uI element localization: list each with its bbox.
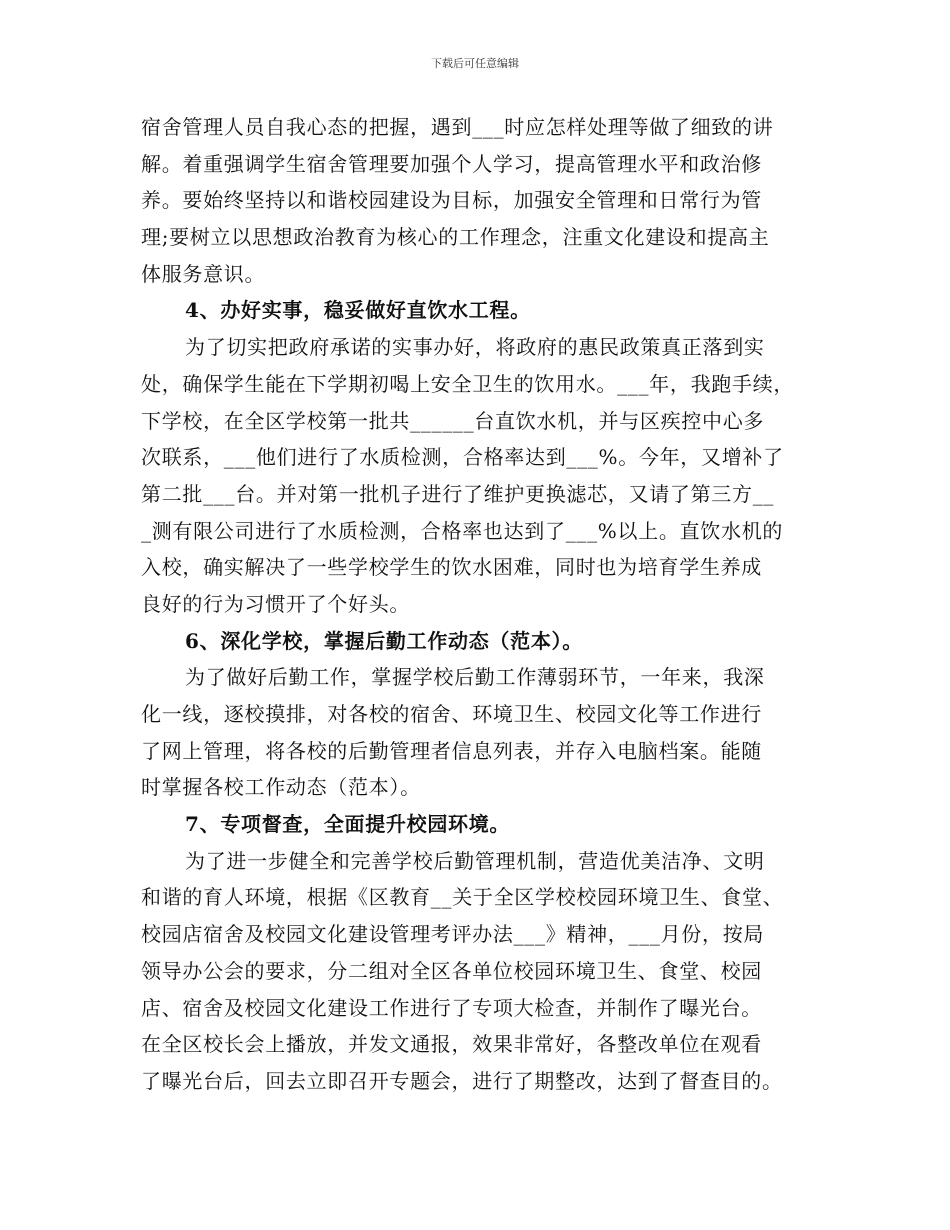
paragraph-line: 处，确保学生能在下学期初喝上安全卫生的饮用水。___年，我跑手续，	[141, 371, 795, 396]
paragraph-line: 领导办公会的要求，分二组对全区各单位校园环境卫生、食堂、校园	[141, 958, 762, 983]
paragraph-line: 良好的行为习惯开了个好头。	[141, 591, 411, 616]
paragraph-line: 时掌握各校工作动态（范本）。	[141, 775, 421, 800]
paragraph-line: 养。要始终坚持以和谐校园建设为目标，加强安全管理和日常行为管	[141, 188, 762, 213]
paragraph-line: 为了进一步健全和完善学校后勤管理机制，营造优美洁净、文明	[185, 848, 765, 873]
paragraph-line: _测有限公司进行了水质检测，合格率也达到了___%以上。直饮水机的	[141, 518, 784, 543]
paragraph-line: 为了切实把政府承诺的实事办好，将政府的惠民政策真正落到实	[185, 335, 765, 360]
paragraph-line: 校园店宿舍及校园文化建设管理考评办法___》精神，___月份，按局	[141, 922, 765, 947]
paragraph-line: 化一线，逐校摸排，对各校的宿舍、环境卫生、校园文化等工作进行	[141, 702, 762, 726]
section-heading: 4、办好实事，稳妥做好直饮水工程。	[185, 298, 531, 323]
paragraph-line: 次联系，___他们进行了水质检测，合格率达到___%。今年，又增补了	[141, 445, 784, 470]
paragraph-line: 和谐的育人环境，根据《区教育__关于全区学校校园环境卫生、食堂、	[141, 885, 784, 910]
paragraph-line: 在全区校长会上播放，并发文通报，效果非常好，各整改单位在观看	[141, 1032, 762, 1057]
page-header: 下载后可任意编辑	[431, 57, 519, 70]
document-body	[141, 109, 821, 1100]
paragraph-line: 下学校，在全区学校第一批共______台直饮水机，并与区疾控中心多	[141, 408, 765, 433]
paragraph-line: 了网上管理，将各校的后勤管理者信息列表，并存入电脑档案。能随	[141, 738, 762, 763]
paragraph-line: 为了做好后勤工作，掌握学校后勤工作薄弱环节，一年来，我深	[185, 665, 765, 690]
paragraph-line: 体服务意识。	[141, 261, 266, 286]
paragraph-line: 解。着重强调学生宿舍管理要加强个人学习，提高管理水平和政治修	[141, 151, 762, 176]
paragraph-line: 第二批___台。并对第一批机子进行了维护更换滤芯，又请了第三方__	[141, 481, 775, 506]
section-heading: 6、深化学校，掌握后勤工作动态（范本）。	[185, 628, 583, 653]
paragraph-line: 入校，确实解决了一些学校学生的饮水困难，同时也为培育学生养成	[141, 555, 762, 580]
paragraph-line: 理;要树立以思想政治教育为核心的工作理念，注重文化建设和提高主	[141, 225, 770, 250]
paragraph-line: 宿舍管理人员自我心态的把握，遇到___时应怎样处理等做了细致的讲	[141, 115, 774, 139]
paragraph-line: 了曝光台后，回去立即召开专题会，进行了期整改，达到了督查目的。	[141, 1068, 783, 1093]
paragraph-line: 店、宿舍及校园文化建设工作进行了专项大检查，并制作了曝光台。	[141, 995, 762, 1020]
section-heading: 7、专项督查，全面提升校园环境。	[185, 812, 511, 837]
